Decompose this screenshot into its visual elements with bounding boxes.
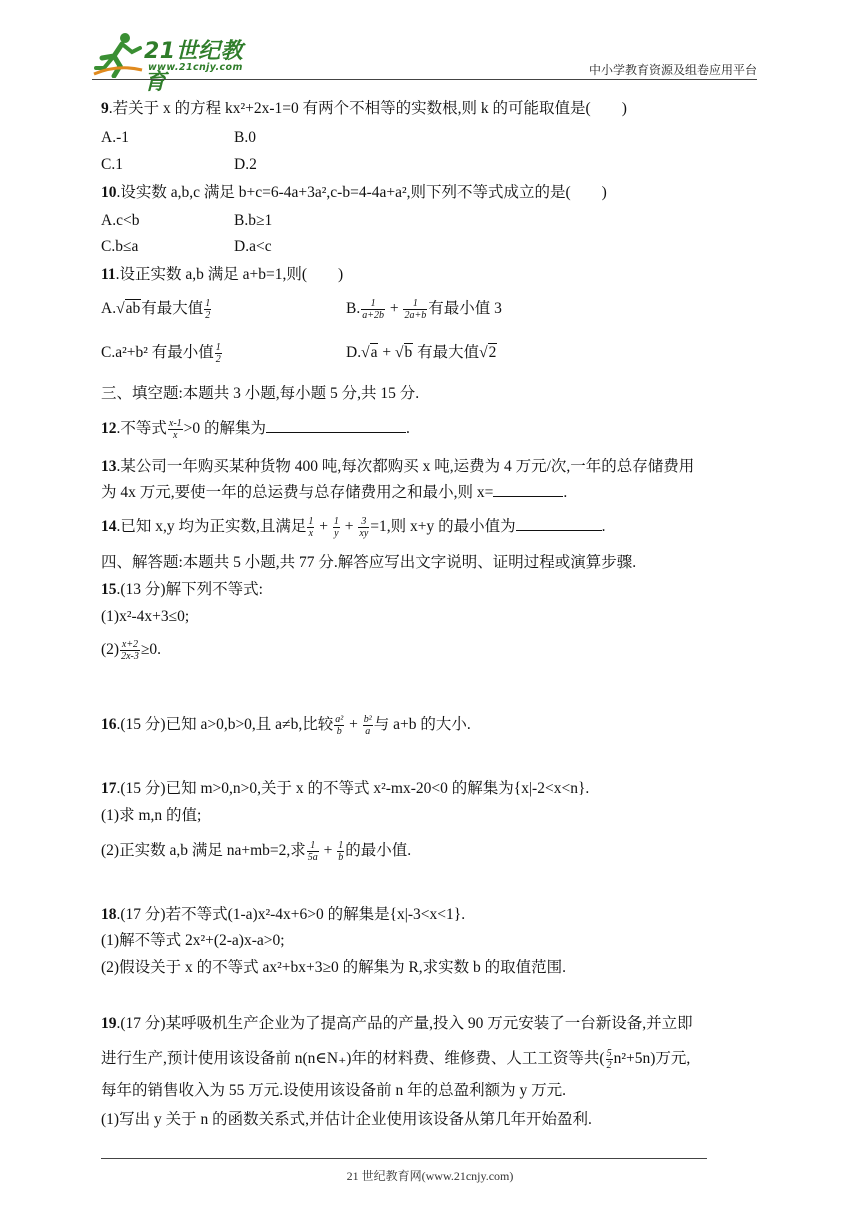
q11-option-b-frac2: [403, 298, 427, 321]
plus-sign: +: [382, 344, 392, 361]
q11-option-a-text: 有最大值: [141, 300, 204, 318]
frac-num: 5: [606, 1048, 612, 1059]
frac-den: a+2b: [362, 310, 384, 321]
q12-end: .: [406, 420, 410, 438]
q11-option-a-fraction: [204, 298, 211, 321]
q12-number: 12: [101, 420, 117, 438]
frac-den: b: [338, 852, 344, 863]
q16-frac1: [334, 714, 344, 737]
q10-options-row1: [101, 210, 273, 232]
q13-line1: [101, 456, 694, 478]
section-4-heading: 四、解答题:本题共 5 小题,共 77 分.解答应写出文字说明、证明过程或演算步骤.: [101, 554, 637, 571]
q14-text-post: =1,则 x+y 的最小值为: [370, 518, 516, 536]
q11-option-d: D.√a + √b 有最大值√2: [346, 344, 497, 361]
q11-option-c-fraction: [215, 342, 222, 365]
q12-text-post: >0 的解集为: [183, 420, 267, 438]
q9-number: 9: [101, 100, 109, 117]
q18-part2: (2)假设关于 x 的不等式 ax²+bx+3≥0 的解集为 R,求实数 b 的取值范围.: [101, 959, 567, 976]
q11-option-b-label: B.: [346, 300, 361, 318]
frac-num: 1: [338, 840, 344, 851]
q17-part1: (1)求 m,n 的值;: [101, 807, 202, 824]
header-platform-text: 中小学教育资源及组卷应用平台: [588, 63, 757, 77]
q11-option-a-root: ab: [125, 300, 141, 318]
page-footer: 21 世纪教育网(www.21cnjy.com): [346, 1169, 514, 1183]
q11-option-a-label: A.: [101, 300, 117, 318]
frac-den: 2: [606, 1060, 612, 1071]
frac-num: 1: [215, 342, 221, 353]
q11-option-d-root1: a: [370, 344, 378, 361]
q17-part2-pre: (2)正实数 a,b 满足 na+mb=2,求: [101, 842, 306, 860]
q10-stem: [101, 182, 607, 204]
q14-text-pre: .已知 x,y 均为正实数,且满足: [116, 518, 307, 536]
q19-text-2-post: n²+5n)万元,: [613, 1050, 691, 1068]
q19-line3: 每年的销售收入为 55 万元.设使用该设备前 n 年的总盈利额为 y 万元.: [101, 1082, 567, 1099]
q17-frac2: [337, 840, 344, 863]
q11-number: 11: [101, 266, 116, 283]
q12-text-pre: .不等式: [116, 420, 167, 438]
q13-number: 13: [101, 458, 117, 475]
q15-text: .(13 分)解下列不等式:: [116, 581, 263, 598]
frac-den: xy: [359, 528, 369, 539]
q11-stem: [101, 264, 343, 286]
frac-num: 1: [403, 298, 427, 310]
frac-num: 1: [308, 516, 314, 527]
q15-part1: (1)x²-4x+3≤0;: [101, 608, 190, 625]
frac-num: a²: [335, 714, 344, 725]
q9-text: .若关于 x 的方程 kx²+2x-1=0 有两个不相等的实数根,则 k 的可能取值是( ): [108, 100, 627, 117]
frac-den: y: [334, 528, 339, 539]
q11-options-row2: [101, 342, 497, 365]
q16-text-post: 与 a+b 的大小.: [373, 716, 471, 734]
q10-option-d: D.a<c: [234, 238, 272, 255]
frac-den: 2: [205, 310, 211, 321]
frac-den: 2x-3: [121, 651, 139, 662]
logo-url-text: www.21cnjy.com: [148, 62, 243, 73]
q18-stem: [101, 904, 465, 926]
q17-number: 17: [101, 780, 117, 797]
frac-den: 2: [215, 354, 221, 365]
frac-num: 1: [333, 516, 339, 527]
q9-stem: [101, 98, 627, 120]
site-logo: [92, 30, 262, 95]
frac-den: 5a: [307, 852, 318, 863]
q10-option-b: B.b≥1: [234, 212, 273, 229]
q14-end: .: [601, 518, 606, 536]
q15-part2-fraction: [120, 639, 140, 662]
q13-answer-blank[interactable]: [493, 482, 563, 497]
q11-options-row1: A.√ab有最大值 $\frac{1}{2}$ B. $\frac{1}{a+2b}$ + $\frac{1}{2a+b}$ 有最小值 3: [101, 298, 502, 321]
q11-option-d-text: 有最大值: [413, 344, 480, 361]
q15-part2: [101, 639, 161, 662]
plus-sign: +: [389, 300, 399, 318]
q15-stem: [101, 579, 263, 601]
q15-part2-post: ≥0.: [140, 641, 161, 659]
frac-num: x+2: [121, 639, 139, 650]
q19-line2: [101, 1048, 690, 1071]
q18-text: .(17 分)若不等式(1-a)x²-4x+6>0 的解集是{x|-3<x<1}.: [116, 906, 466, 923]
page-header: [0, 0, 860, 95]
header-divider: [92, 79, 757, 80]
plus-sign: +: [349, 716, 358, 734]
q15-number: 15: [101, 581, 117, 598]
frac-den: 2a+b: [404, 310, 427, 321]
q11-option-d-root2: b: [404, 344, 413, 361]
q10-option-c: C.b≤a: [101, 238, 139, 255]
q9-option-c: C.1: [101, 156, 123, 173]
logo-brand-text: 21世纪教育: [144, 39, 244, 95]
frac-num: x-1: [168, 418, 182, 429]
q14-frac1: [307, 516, 314, 539]
q13-text-1: .某公司一年购买某种货物 400 吨,每次都购买 x 吨,运费为 4 万元/次,一年的总存储费用: [116, 458, 695, 475]
q11-option-d-root3: 2: [488, 344, 497, 361]
q10-options-row2: [101, 236, 272, 258]
q19-fraction: [606, 1048, 613, 1071]
q12-answer-blank[interactable]: [266, 418, 406, 433]
q13-text-2: 为 4x 万元,要使一年的总运费与总存储费用之和最小,则 x=: [101, 484, 494, 501]
q9-options-row1: [101, 127, 256, 149]
q19-line1: [101, 1013, 693, 1035]
q17-frac1: [307, 840, 319, 863]
plus-sign: +: [323, 842, 333, 860]
q9-option-a: A.-1: [101, 129, 129, 146]
frac-num: 1: [361, 298, 385, 310]
q11-option-d-label: D.: [346, 344, 362, 361]
q14-answer-blank[interactable]: [516, 516, 602, 531]
q12-fraction: [168, 418, 183, 441]
plus-sign: +: [344, 518, 354, 536]
q9-option-d: D.2: [234, 156, 257, 173]
q11-option-b-text: 有最小值 3: [428, 300, 502, 318]
frac-den: b: [336, 726, 342, 737]
q15-part2-label: (2): [101, 641, 120, 659]
q11-option-b: [346, 298, 502, 321]
q19-text-1: .(17 分)某呼吸机生产企业为了提高产品的产量,投入 90 万元安装了一台新设备,并立即: [116, 1015, 693, 1032]
q14-number: 14: [101, 518, 117, 536]
q19-text-2-pre: 进行生产,预计使用该设备前 n(n∈N₊)年的材料费、维修费、人工工资等共(: [101, 1050, 605, 1068]
q16-stem: [101, 714, 471, 737]
q10-option-a: A.c<b: [101, 212, 140, 229]
frac-num: 1: [205, 298, 211, 309]
q19-part1: (1)写出 y 关于 n 的函数关系式,并估计企业使用该设备从第几年开始盈利.: [101, 1111, 592, 1128]
runner-logo-icon: [92, 30, 144, 78]
q17-text: .(15 分)已知 m>0,n>0,关于 x 的不等式 x²-mx-20<0 的解集为{x|-2<x<n}.: [116, 780, 590, 797]
q11-text: .设正实数 a,b 满足 a+b=1,则( ): [115, 266, 344, 283]
q18-number: 18: [101, 906, 117, 923]
q18-part1: (1)解不等式 2x²+(2-a)x-a>0;: [101, 932, 285, 949]
q11-option-b-frac1: [361, 298, 385, 321]
frac-num: 1: [307, 840, 319, 852]
plus-sign: +: [319, 518, 329, 536]
q16-number: 16: [101, 716, 117, 734]
q17-part2: [101, 840, 411, 863]
q10-text: .设实数 a,b,c 满足 b+c=6-4a+3a²,c-b=4-4a+a²,则下列不等式成立的是( ): [116, 184, 607, 201]
q14-stem: [101, 516, 606, 539]
q12-stem: [101, 418, 410, 441]
footer-divider: [101, 1158, 707, 1159]
q16-frac2: [363, 714, 373, 737]
q14-frac2: [333, 516, 340, 539]
q17-part2-post: 的最小值.: [345, 842, 412, 860]
q16-text-pre: .(15 分)已知 a>0,b>0,且 a≠b,比较: [116, 716, 334, 734]
q9-options-row2: [101, 154, 257, 176]
section-3-heading: 三、填空题:本题共 3 小题,每小题 5 分,共 15 分.: [101, 385, 420, 402]
frac-num: b²: [363, 714, 372, 725]
q19-number: 19: [101, 1015, 117, 1032]
frac-den: x: [308, 528, 314, 539]
frac-den: a: [365, 726, 371, 737]
frac-num: 3: [358, 516, 369, 528]
q10-number: 10: [101, 184, 117, 201]
q14-frac3: [358, 516, 369, 539]
q13-end: .: [563, 484, 568, 501]
q9-option-b: B.0: [234, 129, 256, 146]
q13-line2: [101, 482, 567, 504]
q17-stem: [101, 778, 589, 800]
frac-den: x: [173, 430, 178, 441]
q11-option-c-text: C.a²+b² 有最小值: [101, 344, 214, 362]
